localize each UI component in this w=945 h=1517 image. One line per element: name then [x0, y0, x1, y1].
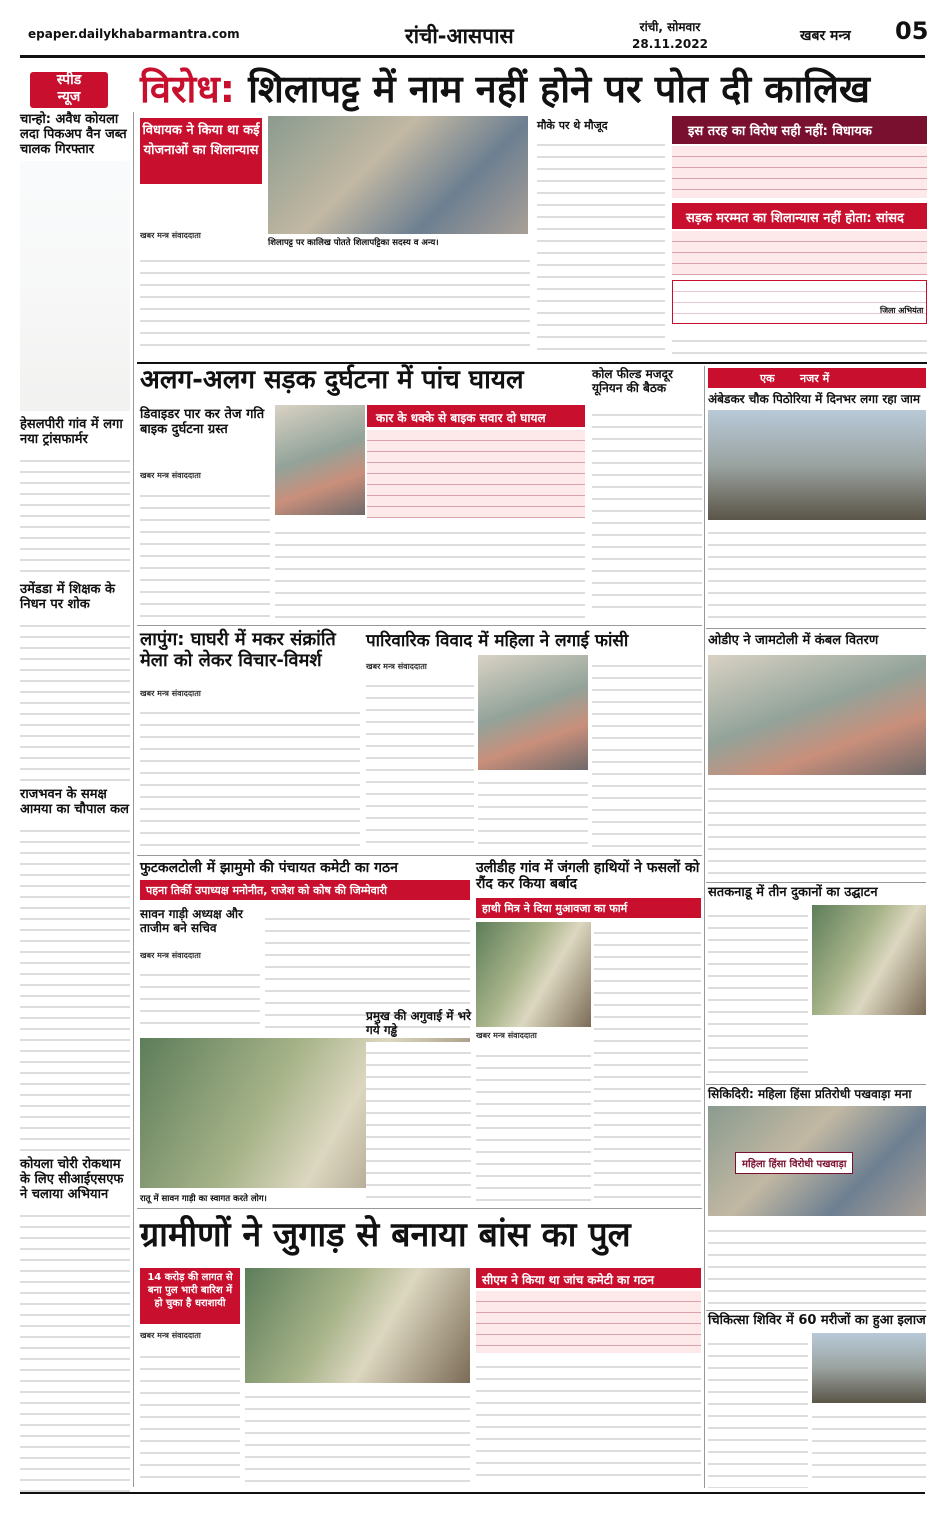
box1-title: इस तरह का विरोध सही नहीं: विधायक [688, 124, 872, 139]
futkal-headline: फुटकलटोली में झामुमो की पंचायत कमेटी का गठन [140, 860, 398, 876]
left-column [20, 112, 130, 1487]
sikidiri-headline: सिकिदिरी: महिला हिंसा प्रतिरोधी पखवाड़ा मना [708, 1087, 912, 1101]
byline-5: खबर मन्त्र संवाददाता [140, 951, 201, 960]
accident-sub-2: कार के धक्के से बाइक सवार दो घायल [376, 411, 546, 425]
date-block [632, 19, 708, 53]
main-photo [268, 116, 528, 234]
left-headline-1: चान्हो: अवैध कोयला लदा पिकअप वैन जब्त चालक गिरफ्तार [20, 112, 127, 157]
coalfield-body [592, 404, 702, 618]
accident-photo [275, 405, 365, 515]
accident-sub-1: डिवाइडर पार कर तेज गति बाइक दुर्घटना ग्रस्त [140, 407, 265, 437]
nazar-label: एक [760, 372, 775, 385]
main-sub-box: विधायक ने किया था कई योजनाओं का शिलान्यास [140, 118, 262, 184]
satkanadu-headline: सतकनाडू में तीन दुकानों का उद्घाटन [708, 885, 878, 900]
main-photo-caption: शिलापट्ट पर कालिख पोतते शिलापट्टिका सदस्य व अन्य। [268, 238, 439, 248]
nazar-photo [708, 410, 926, 520]
sikidiri-body [708, 1220, 926, 1305]
column-divider [133, 112, 134, 1487]
elephant-body-1 [476, 1045, 591, 1202]
left-body-4 [20, 821, 130, 1151]
right-divider [704, 366, 705, 1488]
box1-body [672, 146, 927, 198]
bridge-box-body [476, 1291, 701, 1353]
family-headline: पारिवारिक विवाद में महिला ने लगाई फांसी [366, 631, 629, 651]
byline-3: खबर मन्त्र संवाददाता [140, 689, 201, 698]
box-tail [672, 330, 927, 356]
elephant-photo [476, 922, 591, 1027]
speed-label: स्पीड [56, 72, 82, 88]
accident-box-body [367, 430, 585, 518]
nazar-body [708, 522, 926, 622]
rule-r4 [706, 1310, 926, 1311]
futkal-sub: पहना तिर्की उपाध्यक्ष मनोनीत, राजेश को कोष की जिम्मेवारी [146, 884, 387, 897]
left-body-2 [20, 451, 130, 576]
headline-red: विरोध: [140, 67, 235, 111]
left-body-1 [20, 161, 130, 411]
elephant-sub: हाथी मित्र ने दिया मुआवजा का फार्म [482, 902, 628, 915]
lapung-headline: लापुंग: घाघरी में मकर संक्रांति मेला को लेकर विचार-विमर्श [140, 629, 336, 671]
camp-headline: चिकित्सा शिविर में 60 मरीजों का हुआ इलाज [708, 1313, 926, 1328]
left-headline-5: कोयला चोरी रोकथाम के लिए सीआईएसएफ ने चलाया अभियान [20, 1157, 124, 1202]
nazar-label-2: नजर में [800, 372, 830, 385]
pramukh-headline: प्रमुख की अगुवाई में भरे गये गड्ढे [366, 1009, 471, 1037]
box2-title: सड़क मरम्मत का शिलान्यास नहीं होता: सांसद [686, 211, 904, 226]
blanket-body [708, 778, 926, 878]
date-value: 28.11.2022 [632, 37, 708, 51]
epaper-url[interactable]: epaper.dailykhabarmantra.com [28, 27, 240, 41]
blanket-headline: ओडीए ने जामटोली में कंबल वितरण [708, 633, 879, 648]
pramukh-body [366, 1042, 471, 1202]
bridge-photo [245, 1268, 470, 1383]
futkal-caption: रातू में सावन गाड़ी का स्वागत करते लोग। [140, 1194, 267, 1204]
family-photo [478, 655, 588, 770]
accident-body-1 [140, 485, 270, 620]
bridge-sub-box: 14 करोड़ की लागत से बना पुल भारी बारिश में हो चुका है धराशायी [140, 1268, 240, 1324]
bridge-sub-2: सीएम ने किया था जांच कमेटी का गठन [482, 1273, 654, 1287]
main-body [140, 250, 530, 355]
family-body-2 [478, 772, 588, 850]
satkanadu-photo [812, 905, 926, 1015]
quote-sign: जिला अभियंता [880, 306, 924, 315]
speed-news-logo [30, 72, 108, 108]
elephant-body-2 [594, 922, 701, 1202]
byline: खबर मन्त्र संवाददाता [140, 231, 201, 240]
accident-body-2 [275, 522, 585, 618]
camp-body [708, 1333, 808, 1488]
rule-r2 [706, 882, 926, 883]
headline-black: शिलापट्ट में नाम नहीं होने पर पोत दी कालिख [248, 67, 870, 111]
date-day: रांची, सोमवार [639, 20, 701, 34]
page-section-title: रांची-आसपास [405, 24, 514, 48]
footer-rule [20, 1492, 925, 1494]
bridge-body-1 [140, 1346, 240, 1486]
header-rule [20, 55, 925, 58]
camp-photo [812, 1333, 926, 1403]
present-head: मौके पर थे मौजूद [537, 119, 608, 132]
rule-1 [137, 362, 927, 364]
news-label: न्यूज [57, 89, 81, 105]
rule-2 [137, 625, 702, 626]
present-body [537, 134, 665, 356]
futkal-body-1 [140, 964, 260, 1034]
family-body-3 [592, 655, 702, 850]
nazar-headline: अंबेडकर चौक पिठोरिया में दिनभर लगा रहा जाम [708, 392, 921, 406]
left-body-5 [20, 1206, 130, 1496]
elephant-headline: उलीडीह गांव में जंगली हाथियों ने फसलों को रौंद कर किया बर्बाद [476, 860, 700, 893]
byline-7: खबर मन्त्र संवाददाता [140, 1331, 201, 1340]
left-body-3 [20, 616, 130, 781]
page-number: 05 [895, 17, 929, 45]
left-headline-4: राजभवन के समक्ष आमया का चौपाल कल [20, 787, 129, 817]
left-headline-3: उमेंडडा में शिक्षक के निधन पर शोक [20, 582, 116, 612]
rule-3 [137, 855, 702, 856]
sikidiri-banner: महिला हिंसा विरोधी पखवाड़ा [735, 1152, 853, 1174]
rule-4 [137, 1208, 702, 1209]
bridge-body-2 [245, 1386, 470, 1486]
left-headline-2: हेसलपीरी गांव में लगा नया ट्रांसफार्मर [20, 417, 123, 447]
coalfield-headline: कोल फील्ड मजदूर यूनियन की बैठक [592, 367, 673, 395]
rule-r3 [706, 1084, 926, 1085]
brand-logo: खबर मन्त्र [800, 28, 851, 44]
lapung-body [140, 702, 360, 852]
blanket-photo [708, 655, 926, 775]
byline-4: खबर मन्त्र संवाददाता [366, 662, 427, 671]
box2-body [672, 231, 927, 275]
bridge-headline: ग्रामीणों ने जुगाड़ से बनाया बांस का पुल [140, 1215, 631, 1255]
camp-body-2 [812, 1406, 926, 1488]
satkanadu-body [708, 905, 808, 1080]
byline-2: खबर मन्त्र संवाददाता [140, 471, 201, 480]
family-body-1 [366, 675, 474, 850]
main-headline [140, 68, 870, 110]
futkal-sub-2: सावन गाड़ी अध्यक्ष और ताजीम बने सचिव [140, 907, 243, 935]
quote-box [672, 280, 927, 324]
rule-r1 [706, 628, 926, 629]
byline-6: खबर मन्त्र संवाददाता [476, 1031, 537, 1040]
accident-headline: अलग-अलग सड़क दुर्घटना में पांच घायल [140, 365, 524, 395]
bridge-body-3 [476, 1356, 701, 1486]
